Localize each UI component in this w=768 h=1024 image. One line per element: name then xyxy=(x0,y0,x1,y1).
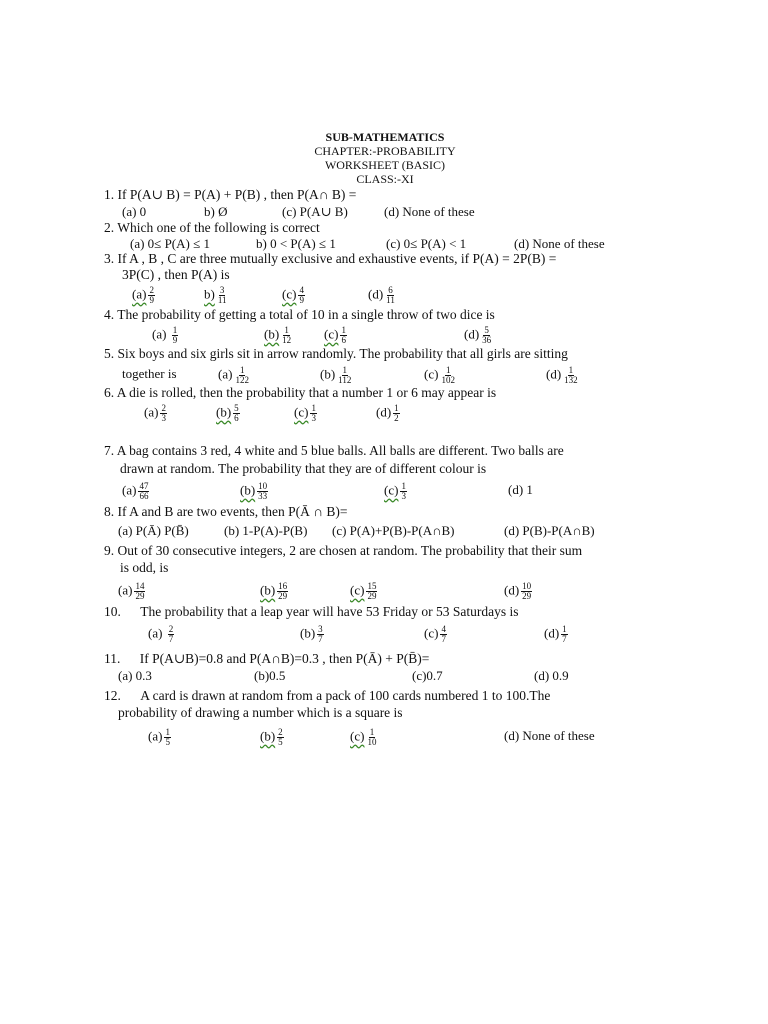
option-label: (c) xyxy=(294,404,309,420)
denominator: 66 xyxy=(139,491,149,501)
denominator: 5 xyxy=(278,737,283,747)
option-a xyxy=(118,582,145,601)
denominator: 29 xyxy=(367,591,377,601)
denominator: 3 xyxy=(161,413,166,423)
fraction xyxy=(277,582,288,601)
question-1 xyxy=(104,187,684,203)
option-c: (c)0.7 xyxy=(412,668,443,683)
option-c xyxy=(294,404,317,423)
option-label: (d) xyxy=(544,625,560,641)
option-a: (a) 0.3 xyxy=(118,668,152,683)
question-text-continued: is odd, is xyxy=(120,560,169,575)
option-label: (a) xyxy=(144,404,159,420)
fraction xyxy=(138,482,149,501)
option-a xyxy=(132,286,155,305)
option-label: (c) xyxy=(384,482,399,498)
option-d xyxy=(544,625,568,644)
option-label: (a) xyxy=(122,482,137,498)
option-a xyxy=(148,728,171,747)
fraction xyxy=(233,404,240,423)
option-label: (b) xyxy=(240,482,256,498)
numerator: 4 xyxy=(441,624,446,634)
option-b xyxy=(300,625,324,644)
denominator: 6 xyxy=(341,335,346,345)
option-d xyxy=(368,286,396,305)
question-text-continued: together is xyxy=(122,366,177,381)
option-label: (a) xyxy=(152,326,167,342)
denominator: 12 xyxy=(282,335,292,345)
fraction xyxy=(168,625,175,644)
option-c xyxy=(282,286,305,305)
option-c: (c) P(A∪ B) xyxy=(282,204,348,219)
fraction xyxy=(561,625,568,644)
fraction xyxy=(310,404,317,423)
denominator: 9 xyxy=(149,295,154,305)
numerator: 1 xyxy=(369,727,375,737)
question-text-continued: drawn at random. The probability that they are of different colour is xyxy=(120,461,487,476)
question-text: A bag contains 3 red, 4 white and 5 blue balls. All balls are different. Two balls are xyxy=(116,443,564,458)
option-b xyxy=(320,366,352,385)
numerator: 1 xyxy=(239,365,245,375)
option-label: (d) xyxy=(504,582,520,598)
fraction xyxy=(440,625,447,644)
fraction xyxy=(521,582,532,601)
option-b: (b) 1-P(A)-P(B) xyxy=(224,523,308,538)
option-label: (a) xyxy=(148,625,163,641)
option-a xyxy=(122,482,149,501)
option-label: (b) xyxy=(260,728,276,744)
question-12 xyxy=(104,687,684,721)
question-text-continued: 3P(C) , then P(A) is xyxy=(122,267,230,282)
question-11 xyxy=(104,651,684,667)
denominator: 7 xyxy=(441,634,446,644)
fraction xyxy=(440,366,456,385)
option-a xyxy=(218,366,250,385)
question-8 xyxy=(104,504,684,520)
option-b xyxy=(260,582,288,601)
worksheet-header xyxy=(270,130,500,186)
question-number: 2. xyxy=(104,220,115,235)
question-9 xyxy=(104,542,684,576)
numerator: 16 xyxy=(278,581,288,591)
question-text: A die is rolled, then the probability that a number 1 or 6 may appear is xyxy=(116,385,497,400)
denominator: 29 xyxy=(278,591,288,601)
denominator: 10 xyxy=(367,737,377,747)
question-5 xyxy=(104,346,684,362)
fraction xyxy=(481,326,492,345)
numerator: 4 xyxy=(299,285,304,295)
question-text: If A and B are two events, then P(Ā ∩ B)= xyxy=(117,504,348,519)
denominator: 3 xyxy=(311,413,316,423)
question-10 xyxy=(104,604,684,620)
question-text: Which one of the following is correct xyxy=(117,220,320,235)
option-d: (d) None of these xyxy=(504,728,595,743)
option-b xyxy=(216,404,240,423)
option-label: (c) xyxy=(350,582,365,598)
numerator: 2 xyxy=(168,624,174,634)
denominator: 112 xyxy=(338,375,352,385)
option-d xyxy=(376,404,400,423)
denominator: 5 xyxy=(165,737,170,747)
question-text: A card is drawn at random from a pack of 100 cards numbered 1 to 100.The xyxy=(140,688,551,703)
denominator: 29 xyxy=(522,591,532,601)
question-text: If P(A∪B)=0.8 and P(A∩B)=0.3 , then P(Ā) + P(B̄)= xyxy=(139,651,430,666)
option-d: (d) 1 xyxy=(508,482,533,497)
question-text: The probability of getting a total of 10 in a single throw of two dice is xyxy=(117,307,495,322)
fraction xyxy=(400,482,407,501)
chapter-title: CHAPTER:-PROBABILITY xyxy=(314,144,456,158)
numerator: 1 xyxy=(568,365,574,375)
numerator: 3 xyxy=(219,285,225,295)
option-label: (a) xyxy=(218,366,233,382)
option-a: (a) 0≤ P(A) ≤ 1 xyxy=(130,236,210,251)
fraction xyxy=(257,482,268,501)
question-number: 9. xyxy=(104,543,115,558)
question-3 xyxy=(104,251,684,283)
question-text: If P(A∪ B) = P(A) + P(B) , then P(A∩ B) = xyxy=(117,187,357,202)
numerator: 1 xyxy=(311,403,316,413)
question-number: 12. xyxy=(104,688,121,703)
denominator: 11 xyxy=(217,295,227,305)
denominator: 9 xyxy=(299,295,304,305)
option-b: b) Ø xyxy=(204,204,228,219)
option-d: (d) None of these xyxy=(514,236,605,251)
numerator: 14 xyxy=(135,581,145,591)
numerator: 1 xyxy=(401,481,406,491)
numerator: 1 xyxy=(165,727,170,737)
denominator: 132 xyxy=(564,375,578,385)
fraction xyxy=(317,625,324,644)
numerator: 2 xyxy=(149,285,154,295)
denominator: 7 xyxy=(562,634,567,644)
option-a: (a) P(Ā) P(B̄) xyxy=(118,523,189,538)
question-number: 7. xyxy=(104,443,115,458)
question-2 xyxy=(104,220,684,236)
option-label: (c) xyxy=(350,728,365,744)
option-d xyxy=(504,582,532,601)
numerator: 10 xyxy=(258,481,268,491)
option-a xyxy=(152,326,178,345)
option-label: (b) xyxy=(260,582,276,598)
option-b xyxy=(264,326,292,345)
fraction xyxy=(134,582,145,601)
option-label: (c) xyxy=(324,326,339,342)
subject-title: SUB-MATHEMATICS xyxy=(325,130,445,144)
fraction xyxy=(277,728,284,747)
option-b xyxy=(240,482,268,501)
option-label: (d) xyxy=(368,286,384,302)
numerator: 3 xyxy=(318,624,323,634)
denominator: 6 xyxy=(234,413,239,423)
option-d: (d) 0.9 xyxy=(534,668,569,683)
option-b: b) 0 < P(A) ≤ 1 xyxy=(256,236,336,251)
option-c xyxy=(424,366,456,385)
question-4 xyxy=(104,307,684,323)
option-c xyxy=(384,482,407,501)
option-c xyxy=(424,625,447,644)
fraction xyxy=(172,326,179,345)
question-text: The probability that a leap year will have 53 Friday or 53 Saturdays is xyxy=(140,604,519,619)
fraction xyxy=(563,366,579,385)
option-c: (c) 0≤ P(A) < 1 xyxy=(386,236,467,251)
fraction xyxy=(281,326,292,345)
denominator: 11 xyxy=(386,295,395,305)
fraction xyxy=(217,286,228,305)
option-d: (d) P(B)-P(A∩B) xyxy=(504,523,595,538)
denominator: 3 xyxy=(401,491,406,501)
numerator: 1 xyxy=(341,325,346,335)
fraction xyxy=(366,728,377,747)
question-text: Six boys and six girls sit in arrow randomly. The probability that all girls are sitting xyxy=(117,346,568,361)
option-label: (d) xyxy=(464,326,480,342)
denominator: 9 xyxy=(172,335,178,345)
question-6 xyxy=(104,385,684,401)
numerator: 10 xyxy=(522,581,532,591)
question-number: 11. xyxy=(104,651,121,666)
denominator: 29 xyxy=(135,591,145,601)
numerator: 1 xyxy=(562,624,567,634)
option-d xyxy=(464,326,492,345)
numerator: 1 xyxy=(172,325,178,335)
option-b xyxy=(260,728,284,747)
option-label: (d) xyxy=(376,404,392,420)
fraction xyxy=(148,286,155,305)
worksheet-title: WORKSHEET (BASIC) xyxy=(324,158,446,172)
option-label: (c) xyxy=(282,286,297,302)
question-number: 4. xyxy=(104,307,115,322)
denominator: 102 xyxy=(441,375,455,385)
option-label: (a) xyxy=(132,286,147,302)
fraction xyxy=(337,366,352,385)
numerator: 6 xyxy=(388,285,393,295)
option-c xyxy=(324,326,347,345)
question-text: Out of 30 consecutive integers, 2 are chosen at random. The probability that their sum xyxy=(117,543,583,558)
option-label: (c) xyxy=(424,625,439,641)
fraction xyxy=(385,286,396,305)
numerator: 2 xyxy=(278,727,283,737)
question-number: 1. xyxy=(104,187,115,202)
numerator: 5 xyxy=(234,403,239,413)
numerator: 5 xyxy=(484,325,489,335)
option-label: (a) xyxy=(148,728,163,744)
fraction xyxy=(393,404,400,423)
class-title: CLASS:-XI xyxy=(356,172,414,186)
denominator: 33 xyxy=(258,491,268,501)
numerator: 47 xyxy=(139,481,149,491)
question-text: If A , B , C are three mutually exclusive and exhaustive events, if P(A) = 2P(B) = xyxy=(117,251,557,266)
question-number: 10. xyxy=(104,604,121,619)
option-c xyxy=(350,582,377,601)
option-d xyxy=(546,366,579,385)
fraction xyxy=(164,728,171,747)
denominator: 7 xyxy=(168,634,174,644)
option-label: (b) xyxy=(300,625,316,641)
numerator: 1 xyxy=(284,325,289,335)
numerator: 1 xyxy=(342,365,347,375)
numerator: 1 xyxy=(394,403,399,413)
option-label: (b) xyxy=(264,326,280,342)
denominator: 36 xyxy=(482,335,492,345)
option-label: (c) xyxy=(424,366,439,382)
numerator: 1 xyxy=(445,365,451,375)
option-label: (b) xyxy=(216,404,232,420)
option-d: (d) None of these xyxy=(384,204,475,219)
option-b xyxy=(204,286,228,305)
option-label: (a) xyxy=(118,582,133,598)
fraction xyxy=(160,404,167,423)
numerator: 15 xyxy=(367,581,377,591)
question-text-continued: probability of drawing a number which is a square is xyxy=(118,705,403,720)
denominator: 7 xyxy=(318,634,323,644)
option-label: (b) xyxy=(320,366,336,382)
numerator: 2 xyxy=(161,403,166,413)
fraction xyxy=(234,366,250,385)
question-number: 6. xyxy=(104,385,115,400)
option-a xyxy=(144,404,167,423)
option-b: (b)0.5 xyxy=(254,668,286,683)
option-label: b) xyxy=(204,286,215,302)
option-a xyxy=(148,625,174,644)
fraction xyxy=(298,286,305,305)
option-a: (a) 0 xyxy=(122,204,147,219)
question-number: 8. xyxy=(104,504,115,519)
option-c xyxy=(350,728,377,747)
option-label: (d) xyxy=(546,366,562,382)
fraction xyxy=(366,582,377,601)
option-c: (c) P(A)+P(B)-P(A∩B) xyxy=(332,523,455,538)
question-7 xyxy=(104,442,684,478)
question-number: 3. xyxy=(104,251,115,266)
denominator: 2 xyxy=(394,413,399,423)
fraction xyxy=(340,326,347,345)
question-number: 5. xyxy=(104,346,115,361)
denominator: 122 xyxy=(235,375,249,385)
